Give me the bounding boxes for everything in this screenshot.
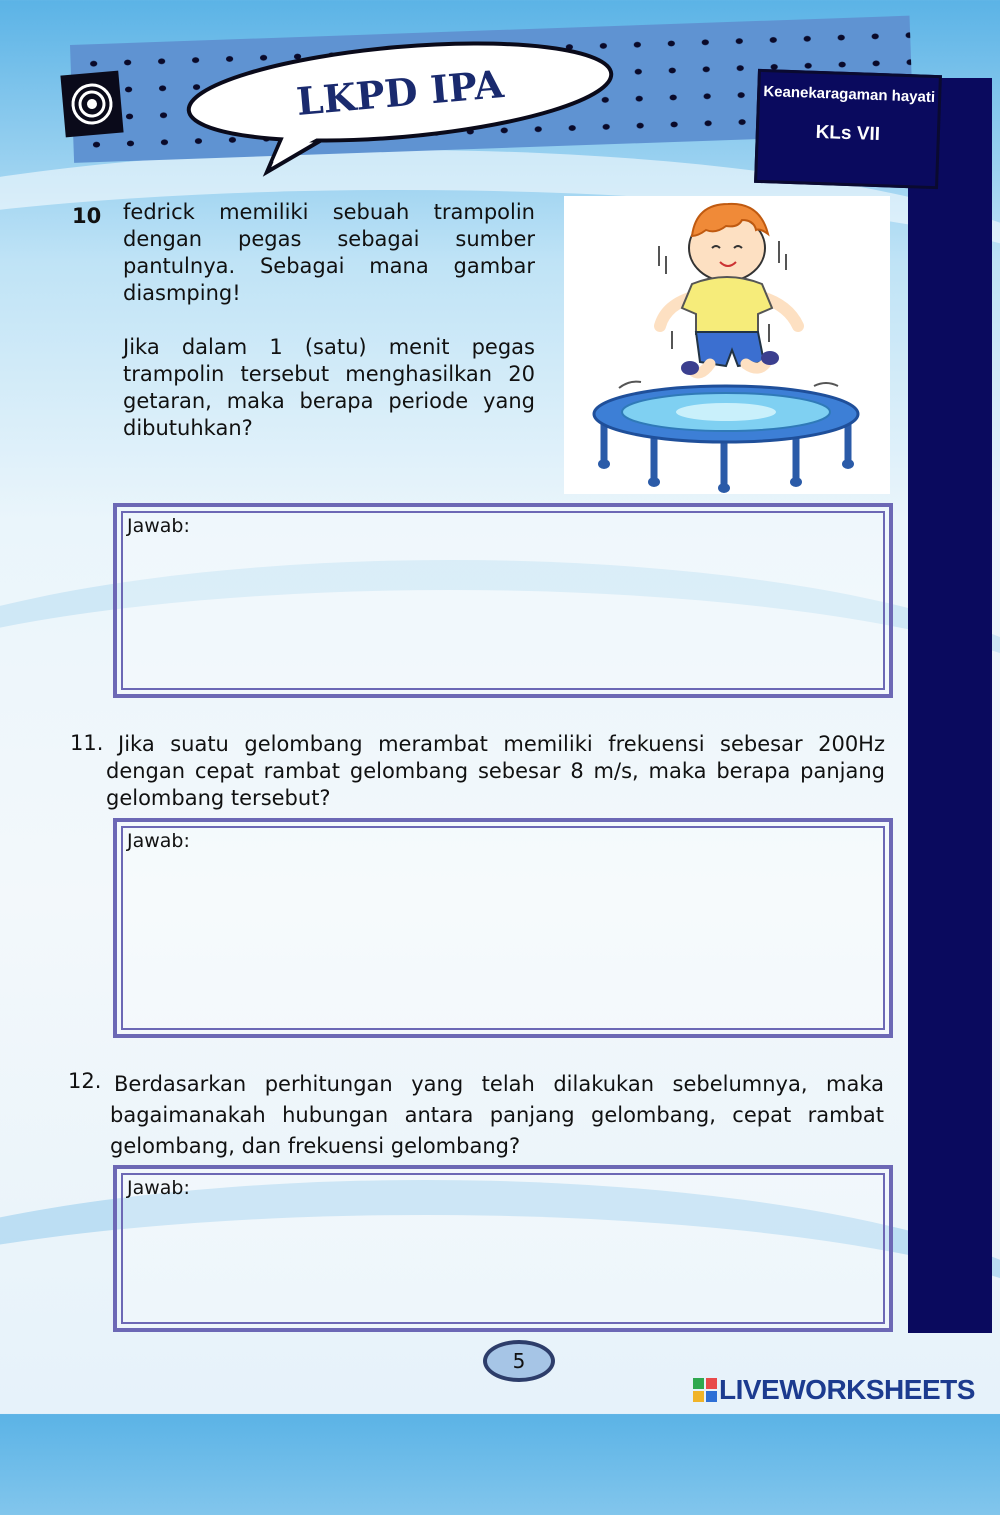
target-icon <box>60 71 123 138</box>
grade-label: KLs VII <box>815 121 881 146</box>
answer-box-inner-border <box>121 511 885 690</box>
page-title: LKPD IPA <box>294 61 506 124</box>
answer-box[interactable] <box>113 503 893 698</box>
question-number: 10 <box>72 204 102 228</box>
answer-label: Jawab: <box>127 830 190 852</box>
question-number: 12. <box>68 1069 102 1093</box>
question-paragraph: fedrick memiliki sebuah trampolin dengan pegas sebagai sumber pantulnya. Sebagai mana gambar diasmping! <box>123 200 535 305</box>
question-text: Jika suatu gelombang merambat memiliki frekuensi sebesar 200Hz dengan cepat rambat gelombang sebesar 8 m/s, maka berapa panjang gelombang tersebut? <box>106 732 885 810</box>
answer-box[interactable] <box>113 1165 893 1332</box>
answer-label: Jawab: <box>127 1177 190 1199</box>
question-number: 11. <box>70 731 104 755</box>
liveworksheets-logo-icon <box>693 1378 717 1402</box>
liveworksheets-brand[interactable] <box>693 1374 975 1406</box>
answer-box-inner-border <box>121 1173 885 1324</box>
answer-label: Jawab: <box>127 515 190 537</box>
page-number: 5 <box>483 1340 555 1382</box>
question-paragraph: Jika dalam 1 (satu) menit pegas trampolin tersebut menghasilkan 20 getaran, maka berapa periode yang dibutuhkan? <box>123 335 535 440</box>
question-text <box>123 199 535 469</box>
question-text: Berdasarkan perhitungan yang telah dilakukan sebelumnya, maka bagaimanakah hubungan antara panjang gelombang, cepat rambat gelombang, dan frekuensi gelombang? <box>110 1072 884 1158</box>
right-sidebar-bar <box>908 78 992 1333</box>
answer-box-inner-border <box>121 826 885 1030</box>
answer-box[interactable] <box>113 818 893 1038</box>
brand-name: LIVEWORKSHEETS <box>719 1374 975 1405</box>
topic-label: Keanekaragaman hayati <box>763 83 936 107</box>
topic-box <box>754 69 942 189</box>
trampoline-boy-illustration <box>564 196 890 494</box>
